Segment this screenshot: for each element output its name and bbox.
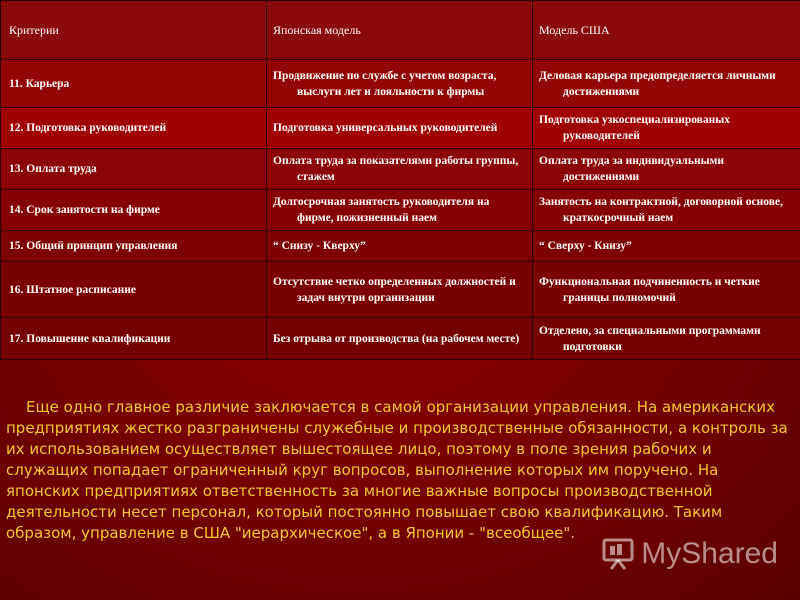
watermark (601, 534, 778, 574)
japan-cell-text: Долгосрочная занятость руководителя на фирме, пожизненный наем (273, 196, 490, 224)
japan-cell (267, 149, 533, 190)
header-criteria: Критерии (1, 1, 267, 60)
usa-cell-text: Занятость на контрактной, договорной основе, краткосрочный наем (539, 196, 783, 224)
usa-cell-text: Деловая карьера предопределяется личными достижениями (539, 69, 776, 98)
table-row (1, 60, 800, 108)
usa-cell-text: Функциональная подчиненность и четкие границы полномочий (539, 275, 760, 304)
japan-cell-text: “ Снизу - Кверху” (273, 240, 366, 252)
table-row (1, 262, 800, 318)
usa-cell (533, 108, 800, 149)
japan-cell-text: Отсутствие четко определенных должностей и задач внутри организации (273, 275, 516, 304)
presentation-board-icon (601, 537, 635, 571)
table-row (1, 149, 800, 190)
japan-cell-text: Оплата труда за показателями работы группы, стажем (273, 155, 519, 183)
table-row (1, 231, 800, 262)
japan-cell-text: Подготовка универсальных руководителей (273, 122, 498, 134)
japan-cell (267, 190, 533, 231)
criteria-cell: 16. Штатное расписание (1, 262, 267, 318)
japan-cell (267, 231, 533, 262)
watermark-text: MyShared (641, 537, 778, 570)
usa-cell (533, 149, 800, 190)
body-paragraph: Еще одно главное различие заключается в самой организации управления. На американских предприятиях жестко разграничены служебные и производственные обязанности, а контроль за их использованием осуществляет вышестоящее лицо, поэтому в поле зрения рабочих и служащих попадает ограниченный круг вопросов, выполнение которых им поручено. На японских предприятиях ответственность за многие важные вопросы производственной деятельности несет персонал, который постоянно повышает свою квалификацию. Таким образом, управление в США "иерархическое", а в Японии - "всеобщее". (6, 398, 788, 542)
usa-cell (533, 231, 800, 262)
table-row (1, 190, 800, 231)
usa-cell (533, 190, 800, 231)
body-paragraph-block (6, 397, 794, 544)
japan-cell (267, 318, 533, 360)
table-row (1, 318, 800, 360)
japan-cell-text: Без отрыва от производства (на рабочем месте) (273, 332, 520, 345)
criteria-cell: 14. Срок занятости на фирме (1, 190, 267, 231)
header-usa-model: Модель США (533, 1, 800, 60)
criteria-cell: 13. Оплата труда (1, 149, 267, 190)
japan-cell (267, 60, 533, 108)
usa-cell-text: “ Сверху - Книзу” (539, 240, 632, 252)
usa-cell (533, 60, 800, 108)
table-row (1, 108, 800, 149)
criteria-cell: 17. Повышение квалификации (1, 318, 267, 360)
criteria-cell: 15. Общий принцип управления (1, 231, 267, 262)
usa-cell (533, 262, 800, 318)
usa-cell (533, 318, 800, 360)
japan-cell (267, 262, 533, 318)
criteria-cell: 11. Карьера (1, 60, 267, 108)
japan-cell-text: Продвижение по службе с учетом возраста, выслуги лет и лояльности к фирмы (273, 69, 497, 98)
table-header-row (1, 1, 800, 60)
usa-cell-text: Подготовка узкоспециализированых руководителей (539, 114, 730, 142)
header-japan-model: Японская модель (267, 1, 533, 60)
japan-cell (267, 108, 533, 149)
usa-cell-text: Оплата труда за индивидуальными достижениями (539, 155, 725, 183)
usa-cell-text: Отделено, за специальными программами подготовки (539, 324, 761, 353)
criteria-cell: 12. Подготовка руководителей (1, 108, 267, 149)
